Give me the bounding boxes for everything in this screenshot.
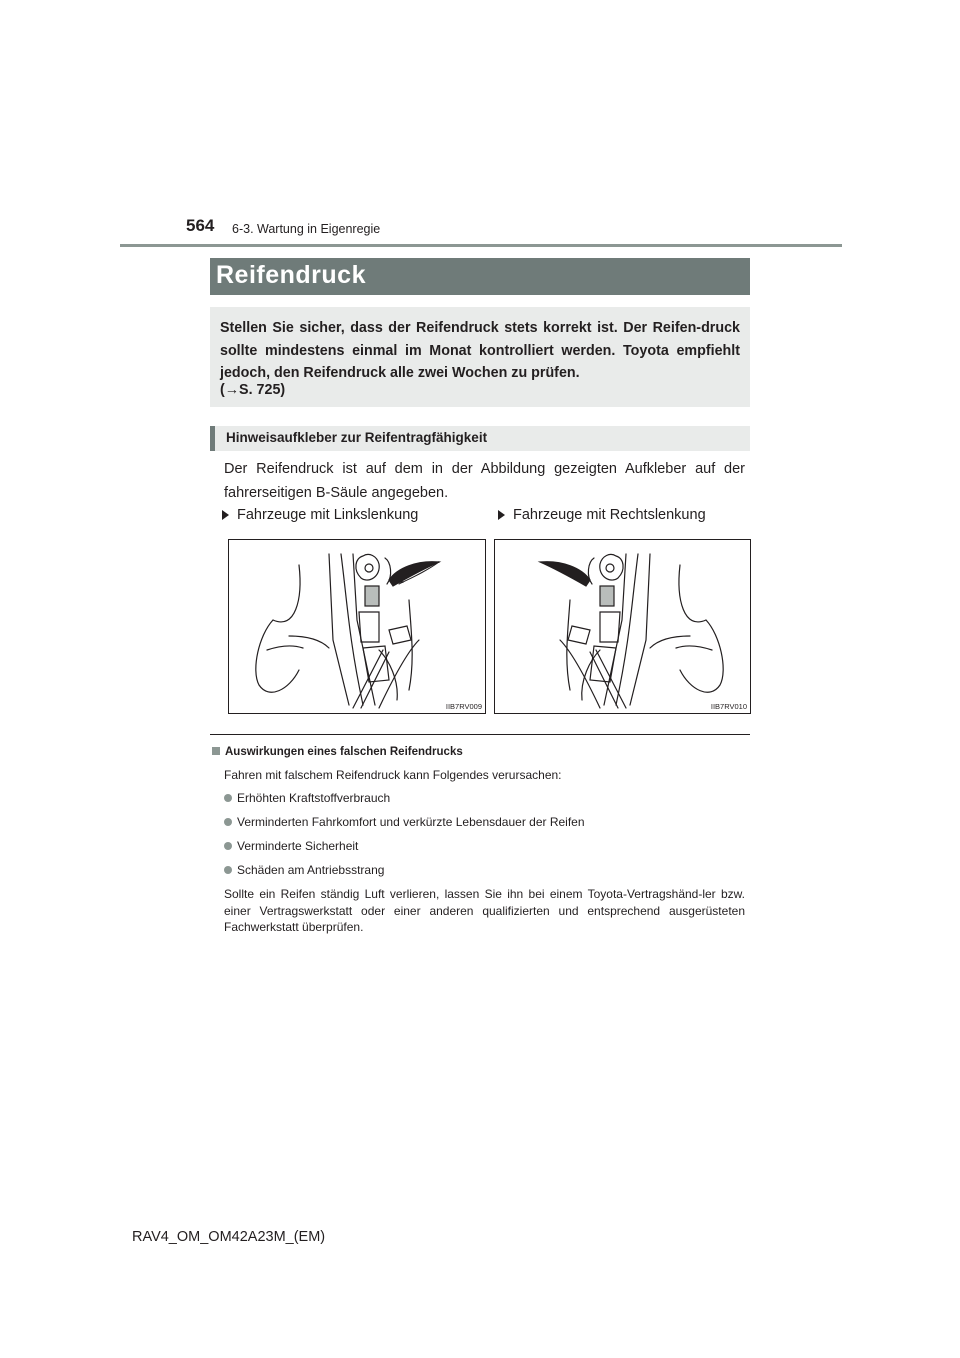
variant-label: Fahrzeuge mit Rechtslenkung: [513, 507, 706, 523]
circle-bullet-icon: [224, 842, 232, 850]
effects-heading-text: Auswirkungen eines falschen Reifendrucks: [225, 746, 463, 758]
figure-left-hand-drive: [228, 539, 486, 714]
list-item-text: Verminderte Sicherheit: [237, 839, 359, 853]
figure-right-hand-drive: [494, 539, 751, 714]
circle-bullet-icon: [224, 818, 232, 826]
intro-box: [210, 307, 750, 407]
page-title: Reifendruck: [216, 261, 366, 289]
section-reference: 6-3. Wartung in Eigenregie: [232, 222, 381, 236]
list-item-text: Verminderten Fahrkomfort und verkürzte Lebensdauer der Reifen: [237, 815, 585, 829]
subheading-bar: [210, 426, 750, 451]
title-bar: [210, 258, 750, 295]
list-item: [224, 862, 384, 879]
figure-code: IIB7RV010: [710, 702, 747, 711]
body-paragraph: Der Reifendruck ist auf dem in der Abbildung gezeigten Aufkleber auf der fahrerseitigen B-Säule angegeben.: [224, 461, 745, 501]
b-pillar-illustration: [495, 540, 750, 713]
subheading-accent: [210, 426, 215, 451]
triangle-bullet-icon: [222, 510, 229, 520]
intro-text: Stellen Sie sicher, dass der Reifendruck stets korrekt ist. Der Reifen-druck sollte mindestens einmal im Monat kontrolliert werden. Toyota empfiehlt jedoch, den Reifendruck alle zwei Wochen zu prüfen.: [220, 320, 740, 381]
figure-code: IIB7RV009: [445, 702, 482, 711]
variant-right-hand-drive: [498, 507, 706, 523]
effects-intro: Fahren mit falschem Reifendruck kann Folgendes verursachen:: [224, 768, 562, 782]
triangle-bullet-icon: [498, 510, 505, 520]
effects-closing: Sollte ein Reifen ständig Luft verlieren, lassen Sie ihn bei einem Toyota-Vertragshänd-ler bzw. einer Vertragswerkstatt oder einer anderen qualifizierten und entsprechend ausgerüsteten Fachwerkstatt überprüfen.: [224, 887, 745, 934]
effects-heading: [212, 746, 463, 758]
list-item: [224, 838, 358, 855]
page-reference-link[interactable]: (→S. 725): [220, 382, 286, 398]
list-item: [224, 814, 585, 831]
variant-label: Fahrzeuge mit Linkslenkung: [237, 507, 419, 523]
list-item: [224, 790, 390, 807]
b-pillar-illustration: [229, 540, 485, 713]
subheading: Hinweisaufkleber zur Reifentragfähigkeit: [226, 430, 488, 445]
circle-bullet-icon: [224, 866, 232, 874]
variant-left-hand-drive: [222, 507, 418, 523]
section-divider: [210, 734, 750, 735]
square-bullet-icon: [212, 747, 220, 755]
footer-doc-code: RAV4_OM_OM42A23M_(EM): [132, 1229, 326, 1245]
list-item-text: Schäden am Antriebsstrang: [237, 863, 385, 877]
header-divider: [120, 244, 842, 247]
list-item-text: Erhöhten Kraftstoffverbrauch: [237, 791, 391, 805]
page-number: 564: [186, 216, 215, 235]
circle-bullet-icon: [224, 794, 232, 802]
